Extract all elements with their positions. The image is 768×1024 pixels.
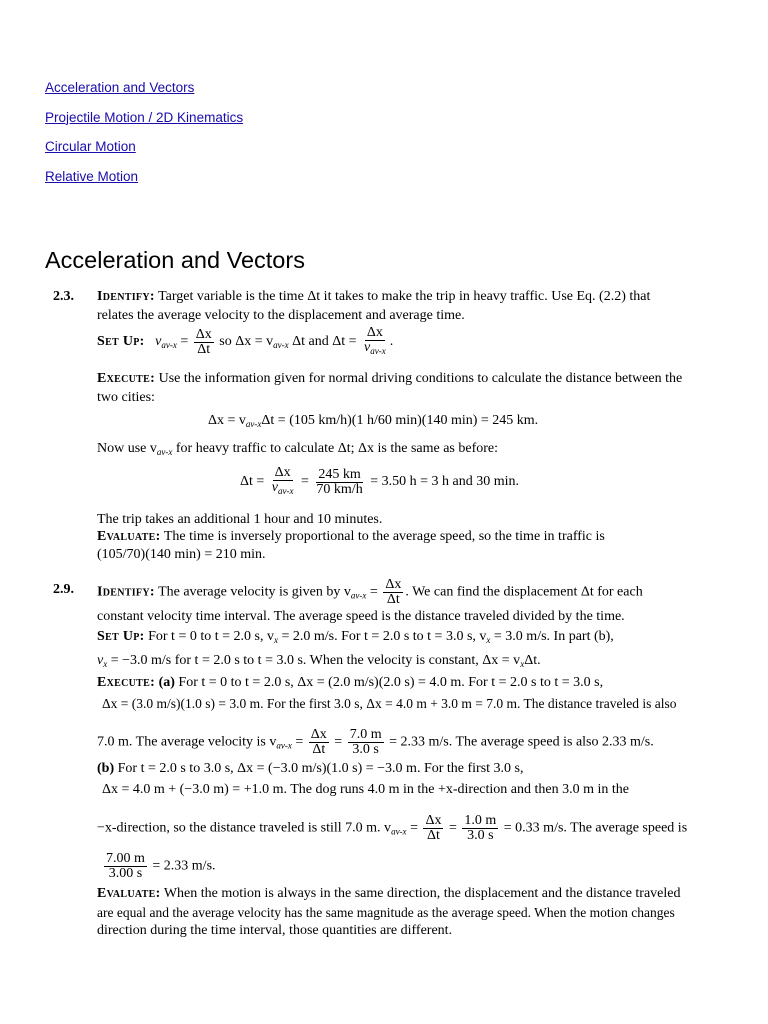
toc-link-acceleration-vectors[interactable]: Acceleration and Vectors: [45, 80, 195, 95]
p23-identify-text: Target variable is the time Δt it takes to make the trip in heavy traffic. Use Eq. (2.2) that: [158, 289, 651, 304]
p29-evaluate-line: Evaluate: When the motion is always in the same direction, the displacement and the distance traveled: [97, 886, 681, 901]
p29-identify-line: Identify: The average velocity is given by $v_{av-x}$ = $\frac{\Delta x}{\Delta t}$ . We can find the displacement Δt for each: [97, 577, 643, 607]
p29-execute-line-3: 7.0 m. The average velocity is $v_{av-x}$ = $\frac{\Delta x}{\Delta t}$ = $\frac{7.0 m}{3.0 s}$ = 2.33 m/s. The average speed is also 2.33 m/s.: [97, 727, 654, 757]
p23-evaluate-line: Evaluate: The time is inversely proportional to the average speed, so the time in traffic is: [97, 529, 605, 544]
p29-setup-line-2: $v_x = -3.0$ m/s for t = 2.0 s to t = 3.0 s. When the velocity is constant, $\Delta x = v_x\Delta t$.: [97, 653, 541, 669]
execute-heading: Execute:: [97, 371, 156, 386]
p29-execute-line-2: Δx = (3.0 m/s)(1.0 s) = 3.0 m. For the first 3.0 s, Δx = 4.0 m + 3.0 m = 7.0 m. The distance traveled is also: [102, 696, 677, 711]
p29-execute-line: Execute: (a) For t = 0 to t = 2.0 s, Δx = (2.0 m/s)(2.0 s) = 4.0 m. For t = 2.0 s to t = 3.0 s,: [97, 675, 604, 690]
p23-equation-time: Δt = $\frac{\Delta x}{v_{av-x}}$ = $\frac{245 km}{70 km/h}$ = 3.50 h = 3 h and 30 min.: [240, 465, 519, 497]
p23-execute-line-2: two cities:: [97, 390, 155, 405]
p29-identify-line-2: constant velocity time interval. The average speed is the distance traveled divided by the time.: [97, 609, 625, 624]
fraction-dx-vavx: $\frac{\Delta x}{v_{av-x}}$: [364, 325, 386, 356]
setup-heading: Set Up:: [97, 334, 145, 350]
p23-setup-line: Set Up: $v_{av-x}$ = $\frac{\Delta x}{\Delta t}$ so $\Delta x = v_{av-x}$ Δt and Δt = $\frac{\Delta x}{v_{av-x}}$ .: [97, 325, 394, 357]
p29-part-b-line: (b) For t = 2.0 s to 3.0 s, Δx = (−3.0 m/s)(1.0 s) = −3.0 m. For the first 3.0 s,: [97, 761, 524, 776]
p23-evaluate-line-2: (105/70)(140 min) = 210 min.: [97, 547, 266, 562]
p29-setup-line: Set Up: For t = 0 to t = 2.0 s, $v_x = 2.0$ m/s. For t = 2.0 s to t = 3.0 s, $v_x = 3.0$ m/s. In part (b),: [97, 629, 614, 645]
problem-number-2-9: 2.9.: [53, 582, 74, 597]
p29-part-b-line-3: −x-direction, so the distance traveled is still 7.0 m. $v_{av-x}$ = $\frac{\Delta x}{\Delta t}$ = $\frac{1.0 m}{3.0 s}$ = 0.33 m/s. The average speed is: [97, 813, 688, 843]
p29-evaluate-line-2: are equal and the average velocity has the same magnitude as the average speed. When the motion changes: [97, 905, 675, 920]
p23-identify-line-2: relates the average velocity to the displacement and average time.: [97, 308, 465, 323]
p23-identify-line: [97, 288, 650, 306]
p23-execute-line: Execute: Use the information given for normal driving conditions to calculate the distance between the: [97, 371, 683, 386]
p29-part-b-line-4: $\frac{7.00 m}{3.00 s}$ = 2.33 m/s.: [106, 851, 216, 881]
toc-link-relative-motion[interactable]: Relative Motion: [45, 168, 139, 184]
p29-evaluate-line-3: direction during the time interval, those quantities are different.: [97, 923, 453, 938]
p23-now-use-line: Now use $v_{av-x}$ for heavy traffic to calculate Δt; Δx is the same as before:: [97, 441, 499, 457]
evaluate-heading: Evaluate:: [97, 529, 161, 544]
identify-heading: Identify:: [97, 289, 155, 304]
toc-link-projectile-motion[interactable]: Projectile Motion / 2D Kinematics: [45, 109, 244, 125]
p29-part-b-line-2: Δx = 4.0 m + (−3.0 m) = +1.0 m. The dog runs 4.0 m in the +x-direction and then 3.0 m in the: [102, 782, 629, 797]
p23-trip-line: The trip takes an additional 1 hour and 10 minutes.: [97, 512, 383, 527]
section-title: Acceleration and Vectors: [45, 247, 305, 273]
fraction-dx-dt: $\frac{\Delta x}{\Delta t}$: [195, 326, 212, 357]
p23-equation-distance: $\Delta x = v_{av-x}\Delta t = (105$ km/h)(1 h/60 min)(140 min) = 245 km.: [208, 413, 539, 429]
problem-number-2-3: 2.3.: [53, 289, 74, 304]
toc-link-circular-motion[interactable]: Circular Motion: [45, 139, 136, 154]
